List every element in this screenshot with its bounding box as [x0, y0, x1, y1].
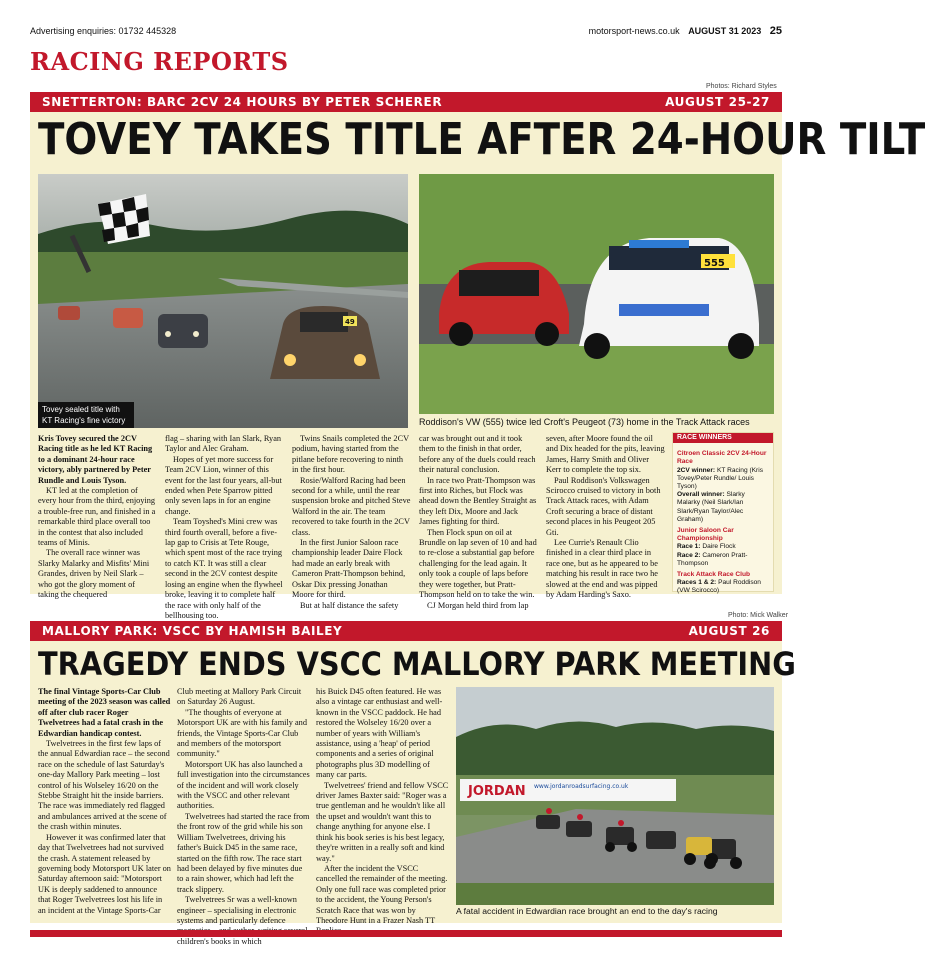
story1-col2-p1: flag – sharing with Ian Slark, Ryan Taylor and Alec Graham.: [165, 434, 282, 454]
winners-row-value: Paul Roddison (VW Scirocco): [677, 579, 761, 595]
winners-group-heading: Junior Saloon Car Championship: [677, 527, 734, 543]
winners-row-label: Race 2:: [677, 551, 701, 559]
winners-row-label: 2CV winner:: [677, 466, 716, 474]
header-right: [589, 25, 782, 37]
story2-col2-p4: Twelvetrees had started the race from the front row of the grid while his son William Twelvetrees, driving his father's Buick D45 in the same race, started on the fifth row. The race start had been delayed by five minutes due to a rain shower, which had left the track slippery.: [177, 811, 310, 894]
story1-col4-p1: car was brought out and it took them to the finish in that order, before any of the duels could reach their natural conclusion.: [419, 434, 536, 475]
story1-col-3: [292, 434, 411, 610]
rain-race-photo: [38, 174, 408, 428]
story1-col5-p3: Lee Currie's Renault Clio finished in a clear third place in race one, but as he appeared to be matching his result in race two he slowed at the end and was pipped by Adam Harding's Saxo.: [546, 538, 658, 600]
story1-photo-right: [419, 174, 774, 414]
winners-row: [677, 579, 769, 595]
story2-photo: [456, 687, 774, 905]
story1-band-date: AUGUST 25-27: [665, 95, 770, 109]
winners-group-heading: Track Attack Race Club: [677, 571, 751, 579]
winners-group-heading: Citroen Classic 2CV 24-Hour Race: [677, 450, 767, 466]
caption-left-line1: Tovey sealed title with: [42, 405, 120, 414]
race-winners-box: [672, 432, 774, 595]
winners-row-value: Daire Flock: [702, 543, 736, 551]
story1-col-5: [546, 434, 665, 600]
story1-col-1: [38, 434, 157, 600]
story2-col3-p1: his Buick D45 often featured. He was also a vintage car enthusiast and well-known in the VSCC paddock. He had restored the Wolseley 16/20 over a number of years with William's assistance, using a 'heap' of period components and a series of original photographs plus 3D modelling of many car parts.: [316, 687, 443, 780]
story2-col1-p2: Twelvetrees in the first few laps of the annual Edwardian race – the second race on the schedule of last Saturday's one-day Mallory Park meeting – lost control of his Wolseley 16/20 on the Stebbe Straight hit the inside barriers. The race was immediately red flagged and ambulances arrived at the scene of the crash within minutes.: [38, 739, 170, 832]
story1-col3-p4: But at half distance the safety: [300, 600, 399, 610]
story2-band: [30, 621, 782, 641]
winners-row: [677, 543, 769, 551]
winners-row: [677, 467, 769, 492]
car-number-49: 49: [345, 318, 355, 326]
footer-bar: [30, 930, 782, 937]
photo-credit-1: Photos: Richard Styles: [706, 83, 777, 90]
story1-band-title: SNETTERTON: BARC 2CV 24 HOURS BY PETER SCHERER: [42, 95, 443, 109]
story1-col-2: [165, 434, 284, 620]
story1-col1-p1: Kris Tovey secured the 2CV Racing title as he led KT Racing to a dominant 24-hour race victory, ably partnered by Peter Rundle and Louis Tyson.: [38, 434, 153, 485]
story2-col2-p5: Twelvetrees Sr was a well-known engineer – specialising in electronic systems and particularly defence children's books in which: [177, 895, 297, 946]
race-winners-body: [673, 443, 773, 599]
mallory-park-photo: [456, 687, 774, 905]
story1-col1-p2: KT led at the completion of every hour from the third, enjoying a trouble-free run, and finished in a remarkable third place overall too in the contest that also included teams of Minis.: [38, 486, 156, 548]
story1-col3-p2: Rosie/Walford Racing had been second for a while, until the rear suspension broke and pitched Steve Walford in the air. The team recovered to take fourth in the 2CV class.: [292, 475, 411, 537]
story1-col2-p3: Team Toyshed's Mini crew was third fourth overall, before a five-lap gap to Crisis at Tete Rouge, which spent most of the race trying to catch KT. It was still a clear second in the 2CV contest despite losing an engine when the flywheel broke, leaving it to complete half the race with only half of the bellhousing too.: [165, 517, 283, 620]
story1-caption-box: [38, 402, 134, 428]
story1-col4-p2: In race two Pratt-Thompson was first into Riches, but Flock was ahead down the Bentley Straight as they left Dix, Moore and Jack James fighting for third.: [419, 475, 537, 527]
caption-left-line2: KT Racing's fine victory: [42, 416, 126, 425]
story2-col3-p3: After the incident the VSCC cancelled the remainder of the meeting. Only one full race was completed prior to the accident, the Young Person's Scratch Race that was won by Theodore Hunt in a Frazer Nash TT: [316, 863, 448, 925]
story1-headline: TOVEY TAKES TITLE AFTER 24-HOUR TILT: [38, 114, 925, 165]
story1-col3-p3: In the first Junior Saloon race championship leader Daire Flock had made an early break with Cameron Pratt-Thompson behind, Oskar Dix pressing Jonathan Moore for third.: [292, 538, 406, 600]
winners-row-label: Races 1 & 2:: [677, 579, 717, 587]
issue-date: AUGUST 31 2023: [688, 26, 762, 36]
story2-headline: TRAGEDY ENDS VSCC MALLORY PARK MEETING: [38, 645, 796, 683]
jordan-banner-url: www.jordanroadsurfacing.co.uk: [534, 783, 629, 790]
winners-row-value: Cameron Pratt-Thompson: [677, 551, 748, 567]
story1-col5-p2: Paul Roddison's Volkswagen Scirocco cruised to victory in both Track Attack races, with Adam Croft securing a brace of distant second places in his Peugeot 205 Gti.: [546, 475, 661, 537]
race-winners-title: RACE WINNERS: [673, 433, 773, 443]
winners-row: [677, 491, 769, 524]
section-title: RACING REPORTS: [30, 47, 289, 76]
story1-photo-left: [38, 174, 408, 428]
story1-col5-p1: seven, after Moore found the oil and Dix headed for the pits, leaving James, Harry Smith and Oliver Kerr to complete the top six.: [546, 434, 665, 475]
winners-row-value: Slarky Malarky (Neil Slark/Ian Slark/Ryan Taylor/Alec Graham): [677, 491, 745, 523]
winners-row-value: KT Racing (Kris Tovey/Peter Rundle/ Louis Tyson): [677, 466, 763, 491]
page-number: 25: [769, 25, 782, 37]
story2-col1-p3: However it was confirmed later that day that Twelvetrees had not survived the crash. A statement released by governing body Motorsport UK later on Saturday afternoon said: "Motorsport UK is deeply saddened to announce that Roger Twelvetrees lost his life in an incident at the Vintage Sports-Car: [38, 832, 171, 915]
page-header: [30, 24, 782, 38]
story2-col1-p1: The final Vintage Sports-Car Club meeting of the 2023 season was called off after club racer Roger Twelvetrees had a fatal crash in the Edwardian handicap contest.: [38, 687, 171, 738]
winners-row-label: Race 1:: [677, 543, 701, 551]
story2-band-date: AUGUST 26: [688, 624, 770, 638]
track-attack-photo: [419, 174, 774, 414]
jordan-banner-text: JORDAN: [468, 784, 526, 799]
story2-col2-p2: "The thoughts of everyone at Motorsport UK are with his family and friends, the Vintage Sports-Car Club and members of the motorsport community.": [177, 707, 307, 759]
story1-col3-p1: Twins Snails completed the 2CV podium, having started from the pitlane before recovering to ninth in the first hour.: [292, 434, 409, 475]
winners-row: [677, 552, 769, 568]
story2-col-3: [316, 687, 449, 925]
story1-col4-p3: Then Flock spun on oil at Brundle on lap seven of 10 and had to re-close a substantial gap before challenging for the lead again. It only took a couple of laps before they were together, but Pratt-Thompson held on to take the win.: [419, 527, 537, 600]
car-number-555: 555: [704, 258, 725, 269]
story1-band: [30, 92, 782, 112]
story1-col-4: [419, 434, 538, 610]
story1-caption-right: Roddison's VW (555) twice led Croft's Peugeot (73) home in the Track Attack races: [419, 417, 750, 427]
story2-col-2: [177, 687, 310, 946]
story2-band-title: MALLORY PARK: VSCC BY HAMISH BAILEY: [42, 624, 343, 638]
advertising-line: Advertising enquiries: 01732 445328: [30, 26, 177, 36]
story1-col1-p3: The overall race winner was Slarky Malarky and Misfits' Mini Grandes, driven by Neil Slark – who got the glory moment of taking the chequered: [38, 548, 150, 600]
story2-col-1: [38, 687, 171, 921]
story2-col2-p3: Motorsport UK has also launched a full investigation into the circumstances of the incident and will work closely with the VSCC and other relevant authorities.: [177, 759, 310, 811]
website: motorsport-news.co.uk: [588, 26, 680, 36]
winners-row-label: Overall winner:: [677, 491, 725, 499]
story1-col4-p4: CJ Morgan held third from lap: [427, 600, 529, 610]
story2-caption: A fatal accident in Edwardian race brought an end to the day's racing: [456, 906, 718, 916]
story2-col3-p2: Twelvetrees' friend and fellow VSCC driver James Baxter said: "Roger was a true gentleman and he wouldn't like all the upset and wouldn't want this to change anything for anyone else. I think his book series is his best legacy, they're written in a really soft and kind way.": [316, 780, 449, 863]
story1-col2-p2: Hopes of yet more success for Team 2CV Lion, winner of this event for the last four years, all-but ended when Pete Sparrow pitted only seven laps in for an engine change.: [165, 454, 282, 516]
photo-credit-2: Photo: Mick Walker: [728, 612, 789, 619]
story2-col2-p1: Club meeting at Mallory Park Circuit on Saturday 26 August.: [177, 687, 302, 707]
